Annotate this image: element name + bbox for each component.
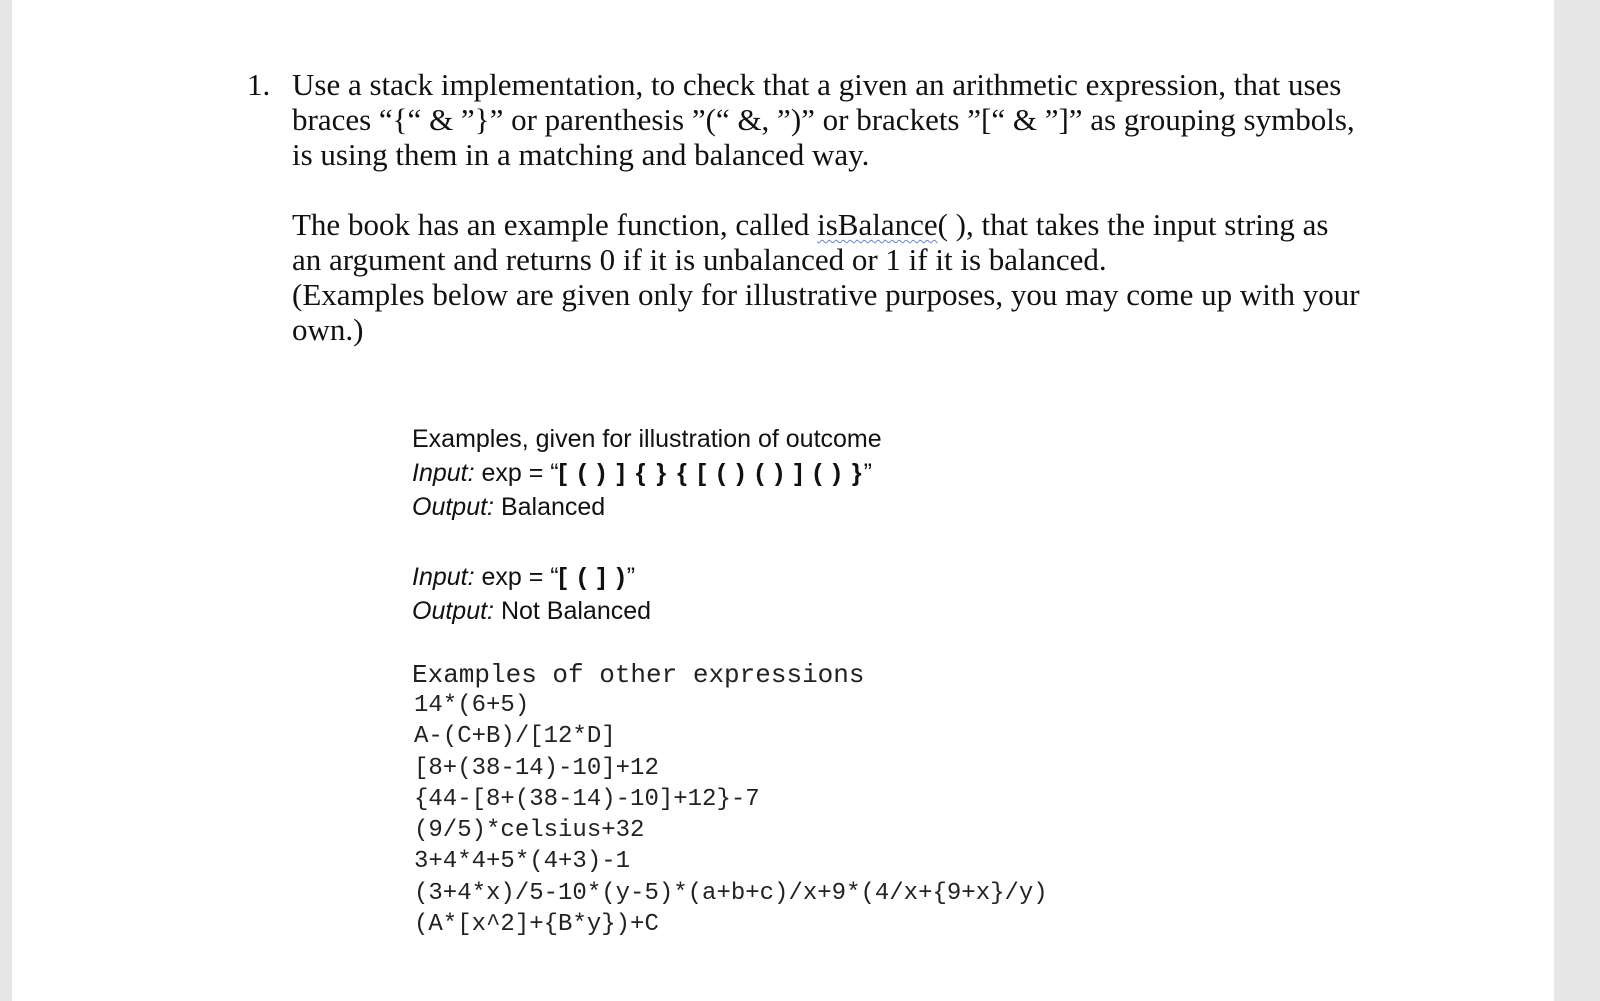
examples-heading: Examples, given for illustration of outcome <box>412 425 882 453</box>
function-paragraph <box>292 207 1422 347</box>
example-input <box>412 560 651 594</box>
expression-line: A-(C+B)/[12*D] <box>414 723 616 751</box>
other-expressions-heading: Examples of other expressions <box>412 660 865 690</box>
input-label: Input: <box>412 459 475 487</box>
expression-line: (A*[x^2]+{B*y})+C <box>414 911 659 939</box>
input-suffix: ” <box>626 563 636 591</box>
example-output <box>412 594 651 628</box>
expression-line: 3+4*4+5*(4+3)-1 <box>414 848 631 876</box>
function-line: an argument and returns 0 if it is unbalanced or 1 if it is balanced. <box>292 242 1107 277</box>
input-suffix: ” <box>863 459 872 487</box>
expression-line: (9/5)*celsius+32 <box>414 817 645 845</box>
example-expression: [ ( ) ] { } { [ ( ) ( ) ] ( ) } <box>558 459 864 487</box>
text-segment: ( ), that takes the input string as <box>937 207 1329 242</box>
item-number: 1. <box>247 67 271 102</box>
document-page <box>12 0 1554 1001</box>
example-expression: [ ( ] ) <box>558 563 627 591</box>
function-line: (Examples below are given only for illustrative purposes, you may come up with your <box>292 277 1360 312</box>
expression-line: [8+(38-14)-10]+12 <box>414 754 659 782</box>
question-line: braces “{“ & ”}” or parenthesis ”(“ &, ”)” or brackets ”[“ & ”]” as grouping symbols, <box>292 102 1355 137</box>
output-label: Output: <box>412 597 494 625</box>
expression-line: {44-[8+(38-14)-10]+12}-7 <box>414 785 760 813</box>
output-value: Not Balanced <box>494 597 652 625</box>
function-line <box>292 207 1422 242</box>
input-label: Input: <box>412 563 475 591</box>
input-prefix: exp = “ <box>474 459 559 487</box>
other-expressions-list <box>414 690 1048 940</box>
output-value: Balanced <box>494 493 606 521</box>
example-input <box>412 456 882 490</box>
expression-line: (3+4*x)/5-10*(y-5)*(a+b+c)/x+9*(4/x+{9+x}/y) <box>414 879 1048 907</box>
question-line: is using them in a matching and balanced way. <box>292 137 870 172</box>
output-label: Output: <box>412 493 494 521</box>
question-paragraph <box>292 67 1422 172</box>
examples-block-2 <box>412 560 651 628</box>
function-line: own.) <box>292 312 364 347</box>
expression-line: 14*(6+5) <box>414 692 530 719</box>
question-line: Use a stack implementation, to check that a given an arithmetic expression, that uses <box>292 67 1342 102</box>
function-name: isBalance <box>817 207 938 242</box>
example-output <box>412 490 882 524</box>
examples-block-1 <box>412 422 882 524</box>
input-prefix: exp = “ <box>474 563 559 591</box>
text-segment: The book has an example function, called <box>292 207 818 242</box>
